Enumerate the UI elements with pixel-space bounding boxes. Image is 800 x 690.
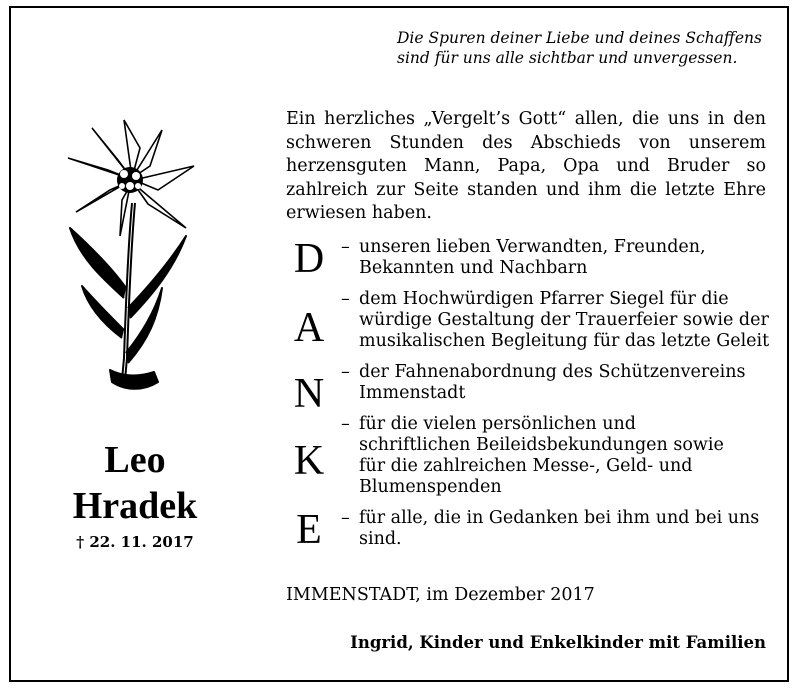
item-line: schriftlichen Beileidsbekundungen sowie	[359, 435, 724, 455]
thanks-item	[341, 362, 771, 404]
death-date: † 22. 11. 2017	[76, 533, 194, 551]
thanks-item	[341, 237, 771, 279]
item-line: für die zahlreichen Messe-, Geld- und	[359, 456, 693, 476]
item-line: der Fahnenabordnung des Schützenvereins	[359, 362, 746, 382]
danke-letter-k: K	[293, 438, 325, 484]
danke-letter-d: D	[293, 236, 325, 282]
thanks-item	[341, 508, 771, 550]
item-dash: –	[341, 362, 350, 382]
memorial-quote	[397, 28, 762, 68]
item-dash: –	[341, 414, 350, 434]
item-line: musikalischen Begleitung für das letzte Geleit	[359, 331, 770, 351]
item-line: Blumenspenden	[359, 477, 502, 497]
item-line: unseren lieben Verwandten, Freunden,	[359, 237, 706, 257]
signature: Ingrid, Kinder und Enkelkinder mit Familien	[350, 633, 766, 652]
item-line: Immenstadt	[359, 383, 466, 403]
item-line: sind.	[359, 529, 402, 549]
item-line: Bekannten und Nachbarn	[359, 258, 588, 278]
item-dash: –	[341, 289, 350, 309]
thanks-intro: Ein herzliches „Vergelt’s Gott“ allen, die uns in den schweren Stunden des Abschieds von unserem herzensguten Mann, Papa, Opa und Bruder so zahlreich zur Seite standen und ihm die letzte Ehre erwiesen haben.	[286, 109, 766, 223]
thanks-item	[341, 289, 771, 352]
deceased-name	[40, 440, 230, 526]
item-line: für die vielen persönlichen und	[359, 414, 636, 434]
edelweiss-icon	[62, 108, 202, 398]
item-line: dem Hochwürdigen Pfarrer Siegel für die	[359, 289, 729, 309]
quote-line-1: Die Spuren deiner Liebe und deines Schaffens	[396, 29, 762, 47]
quote-line-2: sind für uns alle sichtbar und unvergessen.	[396, 49, 738, 67]
deceased-last-name: Hradek	[72, 485, 198, 527]
danke-letter-n: N	[293, 371, 325, 417]
danke-letter-a: A	[293, 305, 325, 351]
item-dash: –	[341, 237, 350, 257]
item-line: für alle, die in Gedanken bei ihm und bei uns	[359, 508, 760, 528]
place-and-date: IMMENSTADT, im Dezember 2017	[286, 585, 595, 605]
danke-letter-e: E	[296, 507, 322, 553]
thanks-item	[341, 414, 771, 498]
item-line: würdige Gestaltung der Trauerfeier sowie der	[359, 310, 769, 330]
item-dash: –	[341, 508, 350, 528]
deceased-first-name: Leo	[104, 439, 166, 481]
